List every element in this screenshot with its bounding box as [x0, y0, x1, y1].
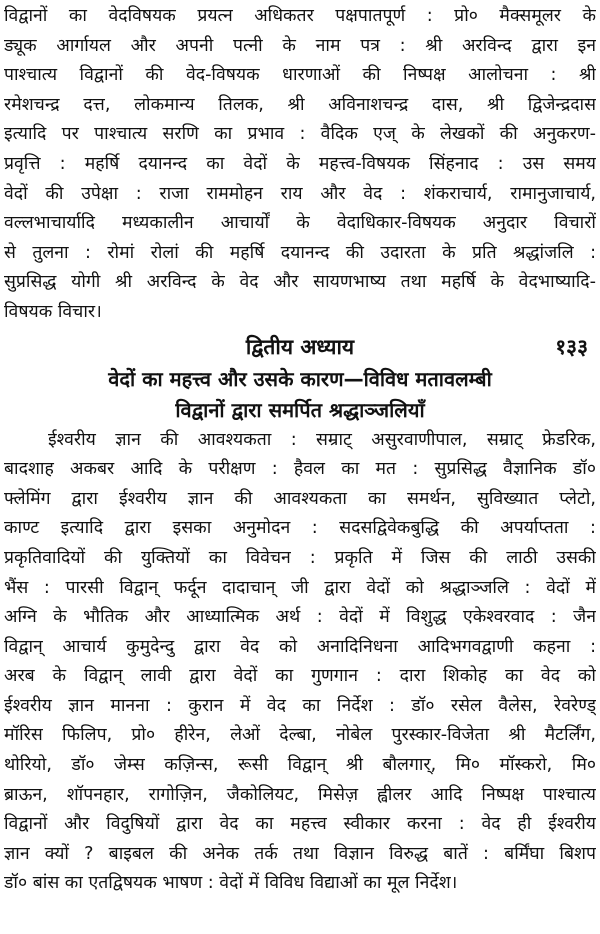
text-line: ब्राऊन, शॉपनहार, रागोज़िन, जैकोलियट, मिसेज़ ह्वीलर आदि निष्पक्ष पाश्चात्य [4, 784, 596, 805]
chapter-title: द्वितीय अध्याय [245, 334, 355, 359]
chapter-page-number: १३३ [555, 334, 588, 359]
text-line: फ्लेमिंग द्वारा ईश्वरीय ज्ञान की आवश्यकता का समर्थन, सुविख्यात प्लेटो, [4, 488, 596, 509]
text-line: मॉरिस फिलिप, प्रो० हीरेन, लेओं देल्बा, नोबेल पुरस्कार-विजेता श्री मैटर्लिंग, [4, 725, 596, 746]
text-line: से तुलना : रोमां रोलां की महर्षि दयानन्द की उदारता के प्रति श्रद्धांजलि : [4, 242, 596, 263]
text-line: इत्यादि पर पाश्चात्य सरणि का प्रभाव : वैदिक एज् के लेखकों की अनुकरण- [4, 124, 596, 145]
text-line: विद्वानों का वेदविषयक प्रयत्न अधिकतर पक्षपातपूर्ण : प्रो० मैक्समूलर के [4, 6, 596, 26]
text-line: ज्ञान क्यों ? बाइबल की अनेक तर्क तथा विज्ञान विरुद्ध बातें : बर्मिंघा बिशप [4, 843, 596, 864]
text-line: ड्यूक आर्गायल और अपनी पत्नी के नाम पत्र : श्री अरविन्द द्वारा इन [4, 35, 596, 56]
text-line: काण्ट इत्यादि द्वारा इसका अनुमोदन : सदसद्विवेकबुद्धि की अपर्याप्तता : [4, 518, 596, 539]
text-line: प्रकृतिवादियों की युक्तियों का विवेचन : प्रकृति में जिस की लाठी उसकी [4, 547, 596, 568]
text-line: थोरियो, डॉ० जेम्स कज़िन्स, रूसी विद्वान् श्री बौलगार्, मि० मॉस्करो, मि० [4, 755, 596, 776]
text-line: रमेशचन्द्र दत्त, लोकमान्य तिलक, श्री अविनाशचन्द्र दास, श्री द्विजेन्द्रदास [4, 94, 596, 115]
heading-line: विद्वानों द्वारा समर्पित श्रद्धाञ्जलियाँ [175, 397, 425, 422]
text-line: ईश्वरीय ज्ञान की आवश्यकता : सम्राट् असुरवाणीपाल, सम्राट् फ्रेडरिक, [48, 429, 596, 450]
body-paragraph [4, 426, 596, 900]
text-line: विद्वान् आचार्य कुमुदेन्दु द्वारा वेद को अनादिनिधना आदिभगवद्वाणी कहना : [4, 636, 596, 657]
text-line: वल्लभाचार्यादि मध्यकालीन आचार्यों के वेदाधिकार-विषयक अनुदार विचारों [4, 213, 596, 234]
text-line: ईश्वरीय ज्ञान मानना : कुरान में वेद का निर्देश : डॉ० रसेल वैलेस, रेवरेण्ड् [4, 695, 596, 716]
text-line: अरब के विद्वान् लावी द्वारा वेदों का गुणगान : दारा शिकोह का वेद को [4, 666, 596, 687]
intro-paragraph [4, 2, 596, 328]
text-line: डॉ० बांस का एतद्विषयक भाषण : वेदों में विविध विद्याओं का मूल निर्देश। [4, 873, 458, 894]
chapter-heading [4, 364, 596, 426]
text-line: पाश्चात्य विद्वानों की वेद-विषयक धारणाओं की निष्पक्ष आलोचना : श्री [4, 65, 596, 86]
text-line: बादशाह अकबर आदि के परीक्षण : हैवल का मत : सुप्रसिद्ध वैज्ञानिक डॉ० [4, 459, 596, 480]
text-line: भैंस : पारसी विद्वान् फर्दून दादाचान् जी द्वारा वेदों को श्रद्धाञ्जलि : वेदों में [4, 577, 596, 598]
text-line: विषयक विचार। [4, 301, 102, 322]
chapter-header [4, 330, 596, 364]
text-line: सुप्रसिद्ध योगी श्री अरविन्द के वेद और सायणभाष्य तथा महर्षि के वेदभाष्यादि- [4, 272, 596, 293]
heading-line: वेदों का महत्त्व और उसके कारण—विविध मतावलम्बी [108, 366, 492, 391]
text-line: प्रवृत्ति : महर्षि दयानन्द का वेदों के महत्त्व-विषयक सिंहनाद : उस समय [4, 153, 596, 174]
text-line: वेदों की उपेक्षा : राजा राममोहन राय और वेद : शंकराचार्य, रामानुजाचार्य, [4, 183, 596, 204]
text-line: विद्वानों और विदुषियों द्वारा वेद का महत्त्व स्वीकार करना : वेद ही ईश्वरीय [4, 814, 596, 835]
text-line: अग्नि के भौतिक और आध्यात्मिक अर्थ : वेदों में विशुद्ध एकेश्वरवाद : जैन [4, 607, 596, 628]
